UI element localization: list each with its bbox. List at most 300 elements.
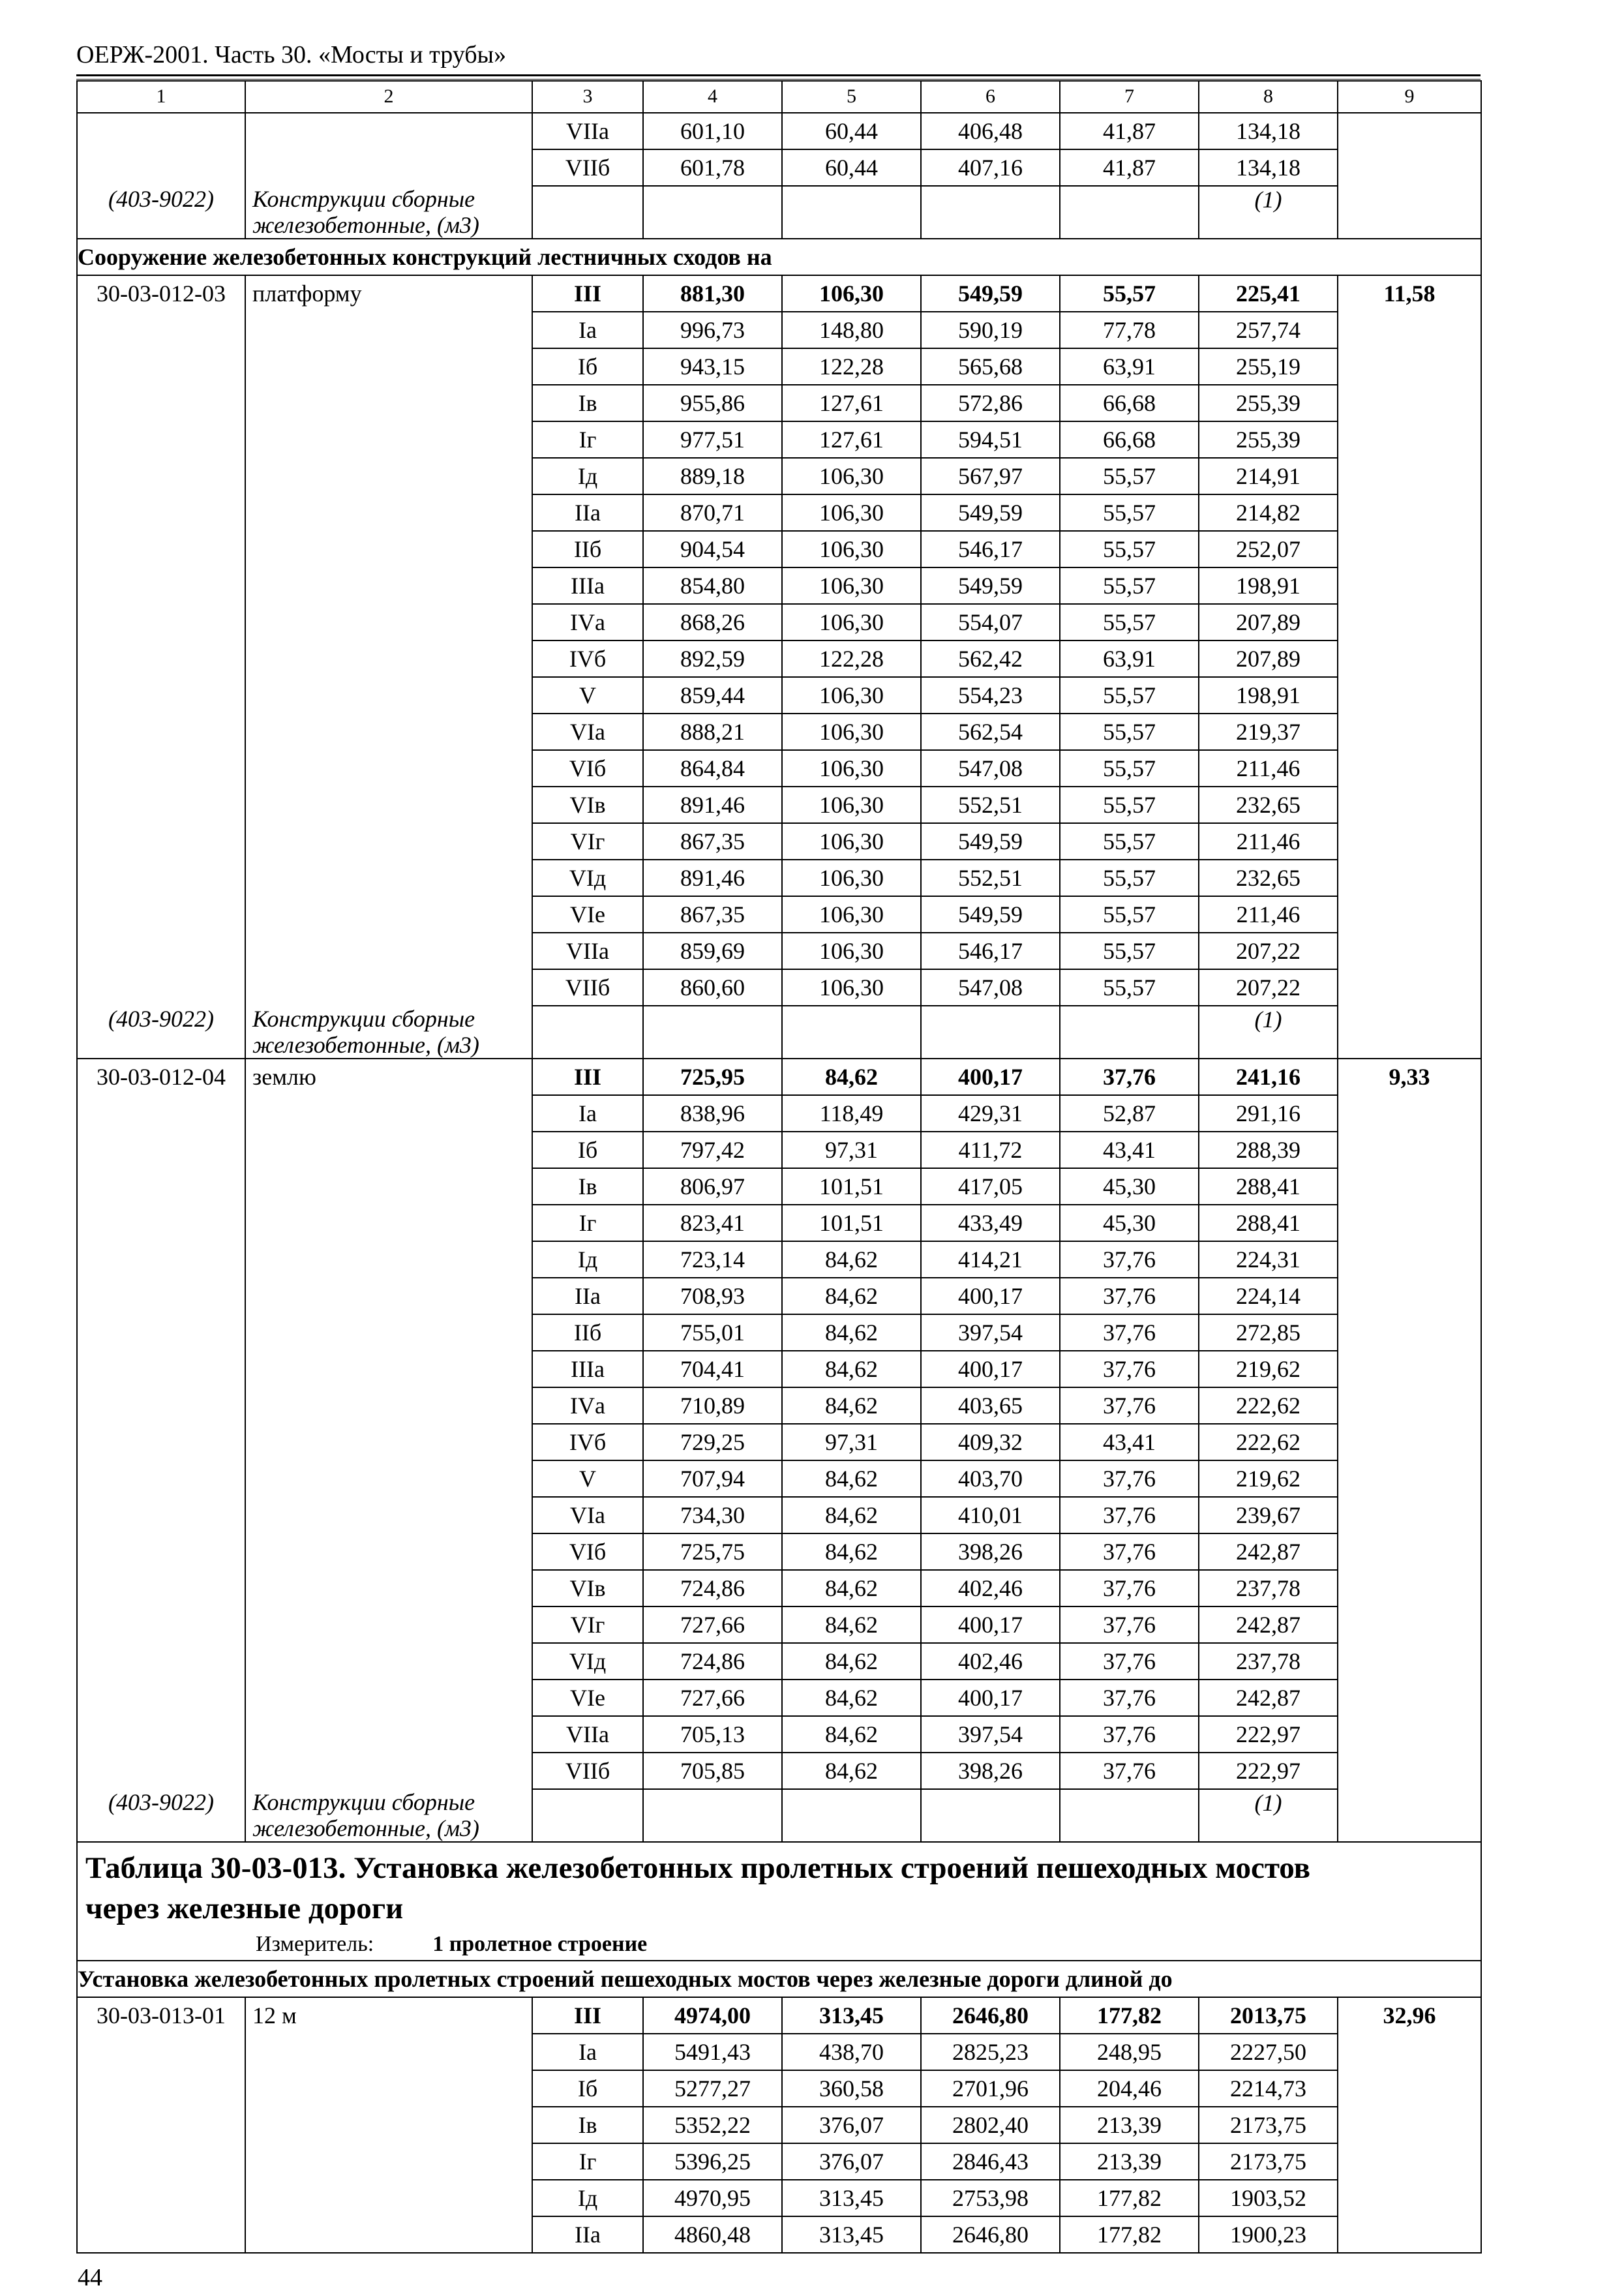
value-cell-c4: 977,51 bbox=[643, 421, 782, 458]
value-cell-c4: 864,84 bbox=[643, 750, 782, 787]
value-cell-c7: 37,76 bbox=[1060, 1643, 1199, 1680]
table-row bbox=[77, 1241, 1481, 1278]
zone-cell bbox=[532, 1006, 643, 1059]
value-cell-c8: 288,41 bbox=[1199, 1205, 1338, 1241]
value-cell-c6: 546,17 bbox=[921, 531, 1060, 567]
value-cell-c5: 84,62 bbox=[782, 1241, 921, 1278]
value-cell-c8: 207,89 bbox=[1199, 604, 1338, 641]
value-cell-c7 bbox=[1060, 1006, 1199, 1059]
value-cell-c4: 891,46 bbox=[643, 787, 782, 823]
table-row bbox=[77, 275, 1481, 312]
table-row bbox=[77, 2070, 1481, 2107]
norms-table-wrapper bbox=[76, 80, 1481, 2254]
column-number: 8 bbox=[1199, 81, 1338, 113]
value-cell-c6: 403,70 bbox=[921, 1460, 1060, 1497]
labor-cell: 32,96 bbox=[1338, 1997, 1481, 2034]
value-cell-c6: 549,59 bbox=[921, 567, 1060, 604]
rate-code-cell bbox=[77, 1497, 245, 1533]
material-name-line: железобетонные, (м3) bbox=[252, 1815, 479, 1841]
value-cell-c4: 4974,00 bbox=[643, 1997, 782, 2034]
zone-cell bbox=[532, 1789, 643, 1842]
rate-code-cell bbox=[77, 787, 245, 823]
value-cell-c8: 198,91 bbox=[1199, 567, 1338, 604]
value-cell-c5: 106,30 bbox=[782, 714, 921, 750]
value-cell-c8: 134,18 bbox=[1199, 113, 1338, 149]
labor-cell: 11,58 bbox=[1338, 275, 1481, 312]
table-row bbox=[77, 494, 1481, 531]
value-cell-c4: 5277,27 bbox=[643, 2070, 782, 2107]
table-row bbox=[77, 1460, 1481, 1497]
value-cell-c5: 106,30 bbox=[782, 604, 921, 641]
rate-code-cell bbox=[77, 1351, 245, 1387]
zone-cell: VIIб bbox=[532, 969, 643, 1006]
value-cell-c8: 1903,52 bbox=[1199, 2180, 1338, 2216]
value-cell-c7 bbox=[1060, 186, 1199, 239]
work-name-cell bbox=[245, 1351, 532, 1387]
value-cell-c5: 60,44 bbox=[782, 113, 921, 149]
value-cell-c6: 400,17 bbox=[921, 1680, 1060, 1716]
work-name-cell bbox=[245, 969, 532, 1006]
value-cell-c6: 552,51 bbox=[921, 860, 1060, 896]
value-cell-c6: 2753,98 bbox=[921, 2180, 1060, 2216]
table-row bbox=[77, 969, 1481, 1006]
zone-cell: IVа bbox=[532, 1387, 643, 1424]
table-row bbox=[77, 1997, 1481, 2034]
measure-label: Измеритель: bbox=[256, 1932, 374, 1956]
value-cell-c6: 417,05 bbox=[921, 1168, 1060, 1205]
work-name-cell bbox=[245, 641, 532, 677]
value-cell-c5: 84,62 bbox=[782, 1314, 921, 1351]
rate-code-cell bbox=[77, 312, 245, 348]
table-row bbox=[77, 2034, 1481, 2070]
table-row bbox=[77, 1753, 1481, 1789]
value-cell-c5: 376,07 bbox=[782, 2107, 921, 2143]
labor-cell bbox=[1338, 2180, 1481, 2216]
value-cell-c4: 996,73 bbox=[643, 312, 782, 348]
column-number: 4 bbox=[643, 81, 782, 113]
measure-value: 1 пролетное строение bbox=[432, 1932, 648, 1956]
rate-code-cell bbox=[77, 113, 245, 149]
value-cell-c4: 727,66 bbox=[643, 1606, 782, 1643]
rate-code-cell bbox=[77, 677, 245, 714]
labor-cell bbox=[1338, 823, 1481, 860]
work-name-cell bbox=[245, 896, 532, 933]
value-cell-c6: 402,46 bbox=[921, 1643, 1060, 1680]
value-cell-c4: 723,14 bbox=[643, 1241, 782, 1278]
zone-cell: VIб bbox=[532, 750, 643, 787]
table-row bbox=[77, 1497, 1481, 1533]
material-code-cell: (403-9022) bbox=[77, 1006, 245, 1059]
value-cell-c6: 554,23 bbox=[921, 677, 1060, 714]
value-cell-c8: 1900,23 bbox=[1199, 2216, 1338, 2253]
value-cell-c7: 55,57 bbox=[1060, 567, 1199, 604]
rate-code-cell bbox=[77, 2070, 245, 2107]
value-cell-c4: 860,60 bbox=[643, 969, 782, 1006]
value-cell-c6: 400,17 bbox=[921, 1059, 1060, 1095]
value-cell-c8: 237,78 bbox=[1199, 1643, 1338, 1680]
value-cell-c4: 5491,43 bbox=[643, 2034, 782, 2070]
work-name-cell bbox=[245, 714, 532, 750]
table-row bbox=[77, 933, 1481, 969]
value-cell-c8: 288,41 bbox=[1199, 1168, 1338, 1205]
labor-cell bbox=[1338, 1006, 1481, 1059]
labor-cell bbox=[1338, 1680, 1481, 1716]
value-cell-c6: 567,97 bbox=[921, 458, 1060, 494]
value-cell-c5: 84,62 bbox=[782, 1497, 921, 1533]
value-cell-c7: 37,76 bbox=[1060, 1387, 1199, 1424]
value-cell-c7: 37,76 bbox=[1060, 1059, 1199, 1095]
zone-cell: VIIб bbox=[532, 1753, 643, 1789]
value-cell-c5: 313,45 bbox=[782, 2216, 921, 2253]
value-cell-c8: 214,91 bbox=[1199, 458, 1338, 494]
work-name-cell bbox=[245, 1533, 532, 1570]
table-row bbox=[77, 1533, 1481, 1570]
labor-cell bbox=[1338, 750, 1481, 787]
value-cell-c6: 594,51 bbox=[921, 421, 1060, 458]
table-row bbox=[77, 1387, 1481, 1424]
material-name-line: железобетонные, (м3) bbox=[252, 1032, 479, 1058]
value-cell-c5: 101,51 bbox=[782, 1205, 921, 1241]
value-cell-c7: 66,68 bbox=[1060, 385, 1199, 421]
work-name-cell bbox=[245, 2034, 532, 2070]
value-cell-c4: 867,35 bbox=[643, 896, 782, 933]
value-cell-c4: 601,78 bbox=[643, 149, 782, 186]
rate-code-cell bbox=[77, 641, 245, 677]
value-cell-c4: 707,94 bbox=[643, 1460, 782, 1497]
value-cell-c4: 859,69 bbox=[643, 933, 782, 969]
rate-code-cell bbox=[77, 1278, 245, 1314]
rate-code-cell bbox=[77, 969, 245, 1006]
value-cell-c7: 37,76 bbox=[1060, 1533, 1199, 1570]
work-name-cell bbox=[245, 385, 532, 421]
value-cell-c5: 438,70 bbox=[782, 2034, 921, 2070]
zone-cell: IIа bbox=[532, 2216, 643, 2253]
value-cell-c6: 433,49 bbox=[921, 1205, 1060, 1241]
value-cell-c5: 84,62 bbox=[782, 1753, 921, 1789]
value-cell-c6: 2802,40 bbox=[921, 2107, 1060, 2143]
section-heading-row bbox=[77, 239, 1481, 275]
value-cell-c6: 590,19 bbox=[921, 312, 1060, 348]
value-cell-c4: 806,97 bbox=[643, 1168, 782, 1205]
value-cell-c7: 204,46 bbox=[1060, 2070, 1199, 2107]
labor-cell bbox=[1338, 1570, 1481, 1606]
zone-cell: Iа bbox=[532, 312, 643, 348]
value-cell-c6: 406,48 bbox=[921, 113, 1060, 149]
value-cell-c5: 106,30 bbox=[782, 275, 921, 312]
work-name-cell bbox=[245, 860, 532, 896]
value-cell-c6: 397,54 bbox=[921, 1314, 1060, 1351]
value-cell-c4: 705,13 bbox=[643, 1716, 782, 1753]
value-cell-c4: 888,21 bbox=[643, 714, 782, 750]
table-title-line: Таблица 30-03-013. Установка железобетонных пролетных строений пешеходных мостов bbox=[85, 1851, 1311, 1885]
work-name-cell bbox=[245, 1278, 532, 1314]
value-cell-c6: 546,17 bbox=[921, 933, 1060, 969]
labor-cell bbox=[1338, 2070, 1481, 2107]
rate-code-cell bbox=[77, 1095, 245, 1132]
value-cell-c4: 729,25 bbox=[643, 1424, 782, 1460]
work-name-cell bbox=[245, 1241, 532, 1278]
work-name-cell bbox=[245, 2180, 532, 2216]
value-cell-c7: 41,87 bbox=[1060, 113, 1199, 149]
value-cell-c6: 398,26 bbox=[921, 1533, 1060, 1570]
rate-code-cell: 30-03-013-01 bbox=[77, 1997, 245, 2034]
zone-cell: Iг bbox=[532, 2143, 643, 2180]
labor-cell bbox=[1338, 1278, 1481, 1314]
value-cell-c6: 414,21 bbox=[921, 1241, 1060, 1278]
value-cell-c4: 797,42 bbox=[643, 1132, 782, 1168]
work-name-cell bbox=[245, 531, 532, 567]
table-title-cell bbox=[77, 1842, 1481, 1961]
header-rule-thin bbox=[76, 79, 1481, 80]
material-row bbox=[77, 1006, 1481, 1059]
page-header-title: ОЕРЖ-2001. Часть 30. «Мосты и трубы» bbox=[76, 41, 507, 68]
value-cell-c7 bbox=[1060, 1789, 1199, 1842]
labor-cell bbox=[1338, 186, 1481, 239]
table-row bbox=[77, 1168, 1481, 1205]
value-cell-c4: 725,95 bbox=[643, 1059, 782, 1095]
table-row bbox=[77, 860, 1481, 896]
work-name-cell bbox=[245, 750, 532, 787]
value-cell-c8: 2227,50 bbox=[1199, 2034, 1338, 2070]
rate-code-cell bbox=[77, 149, 245, 186]
table-row bbox=[77, 1570, 1481, 1606]
labor-cell bbox=[1338, 1314, 1481, 1351]
work-name-cell bbox=[245, 458, 532, 494]
labor-cell bbox=[1338, 1643, 1481, 1680]
work-name-cell bbox=[245, 1424, 532, 1460]
work-name-cell bbox=[245, 2070, 532, 2107]
rate-code-cell bbox=[77, 531, 245, 567]
value-cell-c7: 177,82 bbox=[1060, 2180, 1199, 2216]
rate-code-cell: 30-03-012-04 bbox=[77, 1059, 245, 1095]
rate-code-cell bbox=[77, 421, 245, 458]
value-cell-c6: 549,59 bbox=[921, 823, 1060, 860]
value-cell-c8: 134,18 bbox=[1199, 149, 1338, 186]
value-cell-c7: 213,39 bbox=[1060, 2143, 1199, 2180]
value-cell-c7: 55,57 bbox=[1060, 860, 1199, 896]
value-cell-c8: 207,22 bbox=[1199, 969, 1338, 1006]
labor-cell bbox=[1338, 1351, 1481, 1387]
work-name-cell bbox=[245, 149, 532, 186]
value-cell-c8: 232,65 bbox=[1199, 860, 1338, 896]
value-cell-c5: 84,62 bbox=[782, 1460, 921, 1497]
value-cell-c8: 214,82 bbox=[1199, 494, 1338, 531]
value-cell-c4: 854,80 bbox=[643, 567, 782, 604]
value-cell-c6: 2846,43 bbox=[921, 2143, 1060, 2180]
labor-cell bbox=[1338, 2216, 1481, 2253]
value-cell-c4: 5352,22 bbox=[643, 2107, 782, 2143]
value-cell-c7: 55,57 bbox=[1060, 677, 1199, 714]
column-number: 3 bbox=[532, 81, 643, 113]
table-row bbox=[77, 714, 1481, 750]
work-name-cell bbox=[245, 933, 532, 969]
value-cell-c5: 360,58 bbox=[782, 2070, 921, 2107]
rate-code-cell bbox=[77, 2180, 245, 2216]
table-row bbox=[77, 750, 1481, 787]
material-name-cell bbox=[245, 1789, 532, 1842]
value-cell-c6: 552,51 bbox=[921, 787, 1060, 823]
value-cell-c4: 889,18 bbox=[643, 458, 782, 494]
value-cell-c8: 232,65 bbox=[1199, 787, 1338, 823]
zone-cell: VIд bbox=[532, 1643, 643, 1680]
labor-cell bbox=[1338, 458, 1481, 494]
header-rule bbox=[76, 74, 1481, 76]
value-cell-c8: 211,46 bbox=[1199, 896, 1338, 933]
zone-cell: IIIа bbox=[532, 1351, 643, 1387]
table-row bbox=[77, 1132, 1481, 1168]
value-cell-c7: 248,95 bbox=[1060, 2034, 1199, 2070]
labor-cell bbox=[1338, 1168, 1481, 1205]
value-cell-c7: 41,87 bbox=[1060, 149, 1199, 186]
value-cell-c7: 37,76 bbox=[1060, 1241, 1199, 1278]
column-numbers-row bbox=[77, 81, 1481, 113]
rate-code-cell bbox=[77, 604, 245, 641]
value-cell-c8: 291,16 bbox=[1199, 1095, 1338, 1132]
value-cell-c7: 37,76 bbox=[1060, 1351, 1199, 1387]
value-cell-c4: 943,15 bbox=[643, 348, 782, 385]
zone-cell: Iд bbox=[532, 458, 643, 494]
zone-cell: IVа bbox=[532, 604, 643, 641]
zone-cell: Iа bbox=[532, 1095, 643, 1132]
column-number: 5 bbox=[782, 81, 921, 113]
value-cell-c5: 106,30 bbox=[782, 567, 921, 604]
work-name-cell bbox=[245, 312, 532, 348]
value-cell-c8: 224,14 bbox=[1199, 1278, 1338, 1314]
work-name-cell bbox=[245, 2216, 532, 2253]
table-row bbox=[77, 1424, 1481, 1460]
value-cell-c8: 219,37 bbox=[1199, 714, 1338, 750]
zone-cell: VIа bbox=[532, 1497, 643, 1533]
labor-cell bbox=[1338, 1753, 1481, 1789]
value-cell-c6: 2825,23 bbox=[921, 2034, 1060, 2070]
zone-cell: IIб bbox=[532, 531, 643, 567]
value-cell-c5: 84,62 bbox=[782, 1716, 921, 1753]
value-cell-c4: 881,30 bbox=[643, 275, 782, 312]
work-name-cell bbox=[245, 113, 532, 149]
rate-code-cell bbox=[77, 1387, 245, 1424]
value-cell-c7: 66,68 bbox=[1060, 421, 1199, 458]
value-cell-c7: 55,57 bbox=[1060, 896, 1199, 933]
zone-cell: VIIа bbox=[532, 933, 643, 969]
value-cell-c6 bbox=[921, 186, 1060, 239]
table-row bbox=[77, 2143, 1481, 2180]
table-row bbox=[77, 1205, 1481, 1241]
value-cell-c5: 106,30 bbox=[782, 494, 921, 531]
value-cell-c5: 84,62 bbox=[782, 1533, 921, 1570]
labor-cell bbox=[1338, 149, 1481, 186]
value-cell-c4: 708,93 bbox=[643, 1278, 782, 1314]
value-cell-c8: 272,85 bbox=[1199, 1314, 1338, 1351]
value-cell-c5: 84,62 bbox=[782, 1351, 921, 1387]
value-cell-c4: 704,41 bbox=[643, 1351, 782, 1387]
value-cell-c6: 409,32 bbox=[921, 1424, 1060, 1460]
value-cell-c5: 60,44 bbox=[782, 149, 921, 186]
zone-cell: IIа bbox=[532, 494, 643, 531]
value-cell-c5: 313,45 bbox=[782, 1997, 921, 2034]
rate-code-cell bbox=[77, 2034, 245, 2070]
value-cell-c6: 411,72 bbox=[921, 1132, 1060, 1168]
work-name-cell bbox=[245, 1716, 532, 1753]
value-cell-c6: 398,26 bbox=[921, 1753, 1060, 1789]
value-cell-c7: 55,57 bbox=[1060, 494, 1199, 531]
value-cell-c4: 734,30 bbox=[643, 1497, 782, 1533]
table-row bbox=[77, 458, 1481, 494]
value-cell-c6: 549,59 bbox=[921, 275, 1060, 312]
rate-code-cell bbox=[77, 1680, 245, 1716]
table-row bbox=[77, 1716, 1481, 1753]
table-row bbox=[77, 149, 1481, 186]
value-cell-c5: 97,31 bbox=[782, 1424, 921, 1460]
rate-code-cell bbox=[77, 2143, 245, 2180]
table-row bbox=[77, 312, 1481, 348]
column-number: 2 bbox=[245, 81, 532, 113]
labor-cell bbox=[1338, 604, 1481, 641]
table-row bbox=[77, 604, 1481, 641]
table-row bbox=[77, 1643, 1481, 1680]
labor-cell bbox=[1338, 714, 1481, 750]
value-cell-c5: 127,61 bbox=[782, 421, 921, 458]
value-cell-c5: 84,62 bbox=[782, 1278, 921, 1314]
value-cell-c5: 106,30 bbox=[782, 896, 921, 933]
zone-cell: VIв bbox=[532, 787, 643, 823]
labor-cell bbox=[1338, 2034, 1481, 2070]
value-cell-c8: 222,62 bbox=[1199, 1424, 1338, 1460]
value-cell-c6 bbox=[921, 1789, 1060, 1842]
table-row bbox=[77, 1680, 1481, 1716]
value-cell-c4: 724,86 bbox=[643, 1570, 782, 1606]
rate-code-cell bbox=[77, 1570, 245, 1606]
value-cell-c8: 211,46 bbox=[1199, 750, 1338, 787]
value-cell-c5: 106,30 bbox=[782, 823, 921, 860]
value-cell-c6: 565,68 bbox=[921, 348, 1060, 385]
value-cell-c5: 106,30 bbox=[782, 933, 921, 969]
rate-code-cell bbox=[77, 714, 245, 750]
value-cell-c7: 37,76 bbox=[1060, 1460, 1199, 1497]
value-cell-c8: 241,16 bbox=[1199, 1059, 1338, 1095]
value-cell-c8: 239,67 bbox=[1199, 1497, 1338, 1533]
zone-cell: Iв bbox=[532, 385, 643, 421]
value-cell-c8: 252,07 bbox=[1199, 531, 1338, 567]
zone-cell: IIIа bbox=[532, 567, 643, 604]
zone-cell: VIе bbox=[532, 1680, 643, 1716]
value-cell-c7: 55,57 bbox=[1060, 750, 1199, 787]
labor-cell bbox=[1338, 385, 1481, 421]
work-name-cell bbox=[245, 1497, 532, 1533]
value-cell-c6: 400,17 bbox=[921, 1606, 1060, 1643]
zone-cell: Iб bbox=[532, 1132, 643, 1168]
value-cell-c5: 127,61 bbox=[782, 385, 921, 421]
value-cell-c7: 55,57 bbox=[1060, 531, 1199, 567]
rate-code-cell bbox=[77, 1205, 245, 1241]
labor-cell bbox=[1338, 896, 1481, 933]
value-cell-c4: 724,86 bbox=[643, 1643, 782, 1680]
labor-cell bbox=[1338, 531, 1481, 567]
value-cell-c7: 55,57 bbox=[1060, 458, 1199, 494]
work-name-cell bbox=[245, 1680, 532, 1716]
zone-cell: Iг bbox=[532, 1205, 643, 1241]
value-cell-c4: 755,01 bbox=[643, 1314, 782, 1351]
work-name-cell bbox=[245, 348, 532, 385]
column-number: 7 bbox=[1060, 81, 1199, 113]
value-cell-c7: 63,91 bbox=[1060, 641, 1199, 677]
zone-cell: Iв bbox=[532, 2107, 643, 2143]
value-cell-c6: 562,42 bbox=[921, 641, 1060, 677]
zone-cell: III bbox=[532, 1059, 643, 1095]
value-cell-c8: 2173,75 bbox=[1199, 2143, 1338, 2180]
material-qty-cell: (1) bbox=[1199, 1006, 1338, 1059]
table-row bbox=[77, 531, 1481, 567]
value-cell-c7: 37,76 bbox=[1060, 1680, 1199, 1716]
